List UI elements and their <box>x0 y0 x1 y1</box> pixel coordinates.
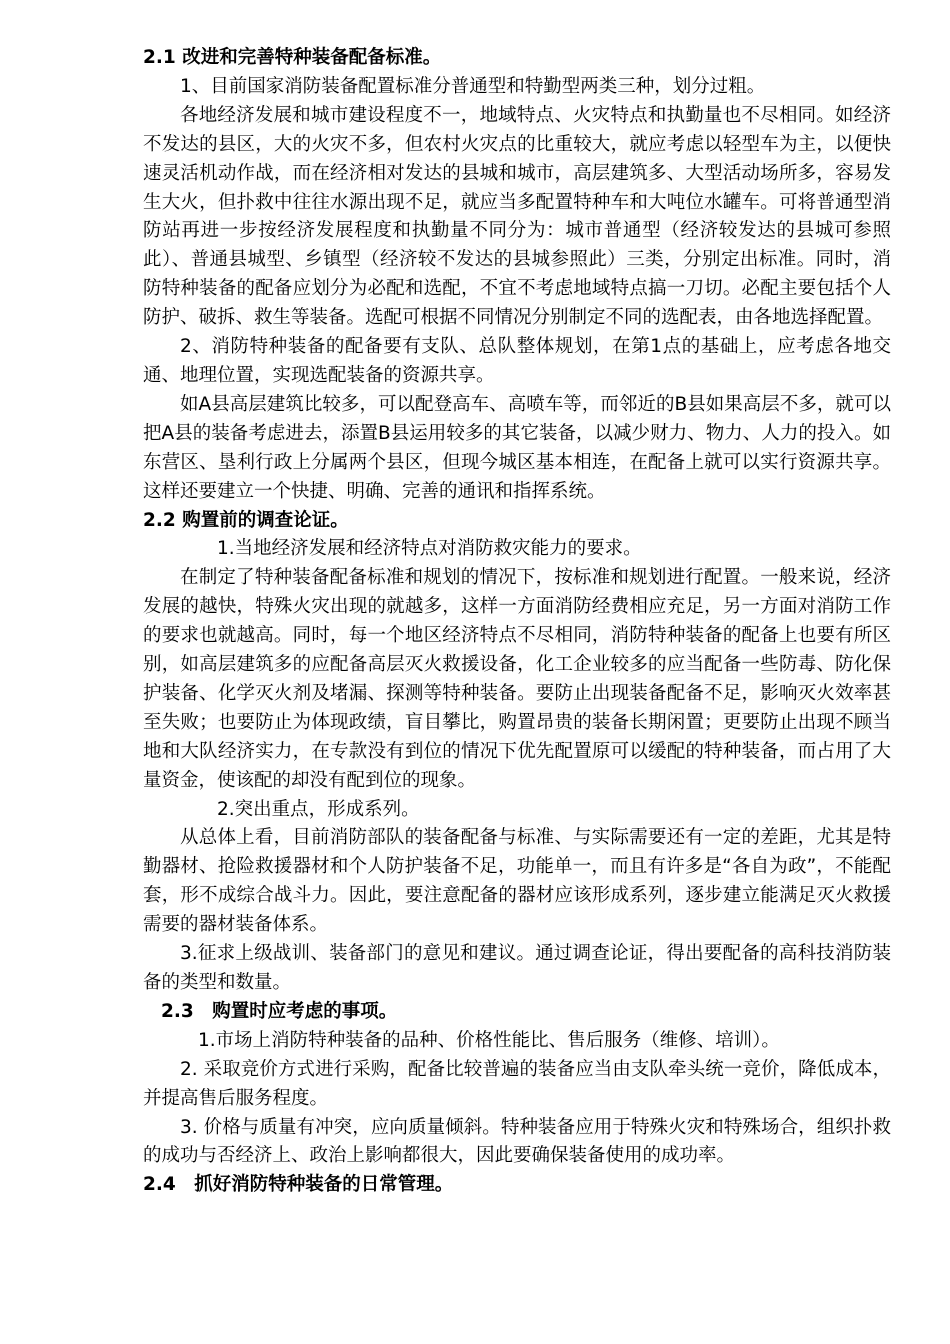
paragraph: 3.征求上级战训、装备部门的意见和建议。通过调查论证，得出要配备的高科技消防装备的类型和数量。 <box>143 943 891 993</box>
section-heading-2-4: 2.4 抓好消防特种装备的日常管理。 <box>143 1174 454 1196</box>
paragraph: 2、消防特种装备的配备要有支队、总队整体规划，在第1点的基础上，应考虑各地交通、地理位置，实现选配装备的资源共享。 <box>143 336 891 386</box>
paragraph: 从总体上看，目前消防部队的装备配备与标准、与实际需要还有一定的差距，尤其是特勤器材、抢险救援器材和个人防护装备不足，功能单一，而且有许多是“各自为政”，不能配套，形不成综合战斗力。因此，要注意配备的器材应该形成系列，逐步建立能满足灭火救援需要的器材装备体系。 <box>143 827 891 936</box>
paragraph: 各地经济发展和城市建设程度不一，地域特点、火灾特点和执勤量也不尽相同。如经济不发达的县区，大的火灾不多，但农村火灾点的比重较大，就应考虑以轻型车为主，以便快速灵活机动作战，而在经济相对发达的县城和城市，高层建筑多、大型活动场所多，容易发生大火，但扑救中往往水源出现不足，就应当多配置特种车和大吨位水罐车。可将普通型消防站再进一步按经济发展程度和执勤量不同分为：城市普通型（经济较发达的县城可参照此）、普通县城型、乡镇型（经济较不发达的县城参照此）三类，分别定出标准。同时，消防特种装备的配备应划分为必配和选配，不宜不考虑地域特点搞一刀切。必配主要包括个人防护、破拆、救生等装备。选配可根据不同情况分别制定不同的选配表，由各地选择配置。 <box>143 104 891 329</box>
section-heading-2-2: 2.2 购置前的调查论证。 <box>143 509 349 531</box>
paragraph: 3. 价格与质量有冲突，应向质量倾斜。特种装备应用于特殊火灾和特殊场合，组织扑救的成功与否经济上、政治上影响都很大，因此要确保装备使用的成功率。 <box>143 1116 891 1167</box>
list-item: 1.当地经济发展和经济特点对消防救灾能力的要求。 <box>217 538 642 560</box>
paragraph: 1、目前国家消防装备配置标准分普通型和特勤型两类三种，划分过粗。 <box>180 75 766 97</box>
section-heading-2-3: 2.3 购置时应考虑的事项。 <box>161 1000 398 1022</box>
list-item: 2.突出重点，形成系列。 <box>217 798 420 820</box>
document-page <box>143 44 891 1200</box>
paragraph: 2. 采取竞价方式进行采购，配备比较普遍的装备应当由支队牵头统一竞价，降低成本，并提高售后服务程度。 <box>143 1058 891 1109</box>
paragraph: 如A县高层建筑比较多，可以配登高车、高喷车等，而邻近的B县如果高层不多，就可以把A县的装备考虑进去，添置B县运用较多的其它装备，以减少财力、物力、人力的投入。如东营区、垦利行政上分属两个县区，但现今城区基本相连，在配备上就可以实行资源共享。这样还要建立一个快捷、明确、完善的通讯和指挥系统。 <box>143 393 891 502</box>
section-heading-2-1: 2.1 改进和完善特种装备配备标准。 <box>143 47 442 68</box>
paragraph: 在制定了特种装备配备标准和规划的情况下，按标准和规划进行配置。一般来说，经济发展的越快，特殊火灾出现的就越多，这样一方面消防经费相应充足，另一方面对消防工作的要求也就越高。同时，每一个地区经济特点不尽相同，消防特种装备的配备上也要有所区别，如高层建筑多的应配备高层灭火救援设备，化工企业较多的应当配备一些防毒、防化保护装备、化学灭火剂及堵漏、探测等特种装备。要防止出现装备配备不足，影响灭火效率甚至失败；也要防止为体现政绩，盲目攀比，购置昂贵的装备长期闲置；更要防止出现不顾当地和大队经济实力，在专款没有到位的情况下优先配置原可以缓配的特种装备，而占用了大量资金，使该配的却没有配到位的现象。 <box>143 567 891 791</box>
list-item: 1.市场上消防特种装备的品种、价格性能比、售后服务（维修、培训）。 <box>198 1029 780 1051</box>
